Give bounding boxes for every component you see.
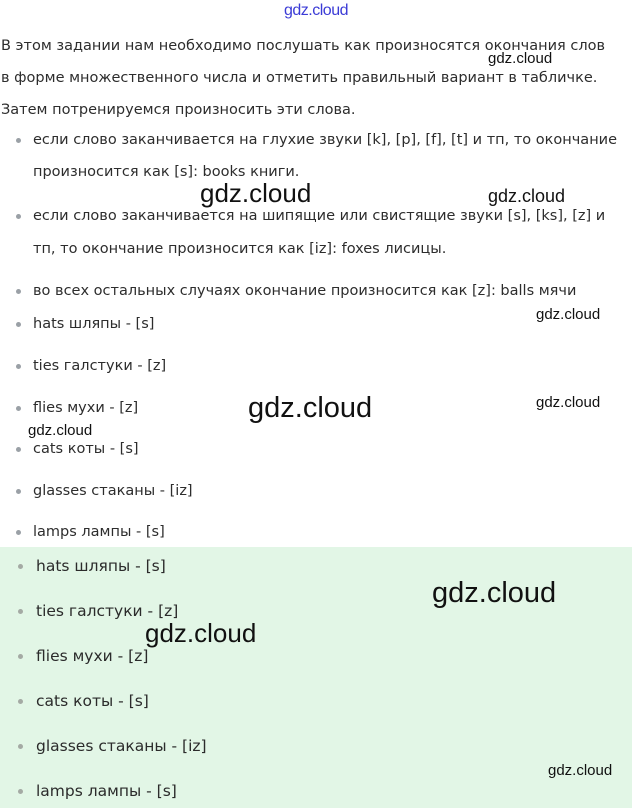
answer-word-text: lamps лампы - [s]: [36, 782, 177, 800]
bullet-icon: [18, 609, 23, 614]
answer-word-text: ties галстуки - [z]: [36, 602, 179, 620]
list-item: [0, 641, 632, 671]
intro-line: В этом задании нам необходимо послушать как произносятся окончания слов: [1, 38, 606, 54]
watermark: gdz.cloud: [536, 394, 601, 411]
bullet-icon: [16, 214, 21, 219]
bullet-icon: [16, 406, 21, 411]
list-item: [0, 476, 632, 506]
answer-word-text: flies мухи - [z]: [36, 647, 149, 665]
watermark: gdz.cloud: [488, 50, 553, 67]
list-item: [0, 351, 632, 381]
answer-word-text: glasses стаканы - [iz]: [36, 737, 207, 755]
list-item: [0, 686, 632, 716]
list-item: [0, 776, 632, 806]
watermark: gdz.cloud: [28, 422, 93, 439]
watermark: gdz.cloud: [432, 577, 557, 609]
watermark: gdz.cloud: [536, 306, 601, 323]
answer-word-text: cats коты - [s]: [36, 692, 149, 710]
intro-text: [1, 30, 631, 126]
bullet-icon: [16, 530, 21, 535]
word-text: flies мухи - [z]: [33, 400, 139, 416]
intro-line: Затем потренируемся произносить эти слова.: [1, 102, 356, 118]
list-item: [0, 434, 632, 464]
word-text: glasses стаканы - [iz]: [33, 483, 193, 499]
watermark: gdz.cloud: [548, 762, 613, 779]
bullet-icon: [16, 322, 21, 327]
watermark: gdz.cloud: [145, 618, 257, 648]
watermark: gdz.cloud: [488, 186, 566, 206]
bullet-icon: [16, 489, 21, 494]
word-text: hats шляпы - [s]: [33, 316, 155, 332]
bullet-icon: [16, 289, 21, 294]
rule-text-line: тп, то окончание произносится как [iz]: foxes лисицы.: [33, 241, 447, 257]
word-text: ties галстуки - [z]: [33, 358, 167, 374]
header-logo[interactable]: gdz.cloud: [284, 2, 348, 19]
bullet-icon: [18, 699, 23, 704]
rule-text-line: во всех остальных случаях окончание произносится как [z]: balls мячи: [33, 283, 577, 299]
bullet-icon: [18, 654, 23, 659]
word-text: lamps лампы - [s]: [33, 524, 165, 540]
list-item: [0, 731, 632, 761]
rule-text-line: если слово заканчивается на шипящие или свистящие звуки [s], [ks], [z] и: [33, 208, 606, 224]
intro-line: в форме множественного числа и отметить правильный вариант в табличке.: [1, 70, 598, 86]
bullet-icon: [16, 364, 21, 369]
bullet-icon: [18, 789, 23, 794]
list-item: [0, 517, 632, 547]
rule-text-line: если слово заканчивается на глухие звуки [k], [p], [f], [t] и тп, то окончание: [33, 132, 618, 148]
bullet-icon: [18, 564, 23, 569]
rule-text-line: произносится как [s]: books книги.: [33, 164, 300, 180]
watermark: gdz.cloud: [200, 178, 312, 208]
answer-word-text: hats шляпы - [s]: [36, 557, 166, 575]
bullet-icon: [16, 447, 21, 452]
bullet-icon: [16, 138, 21, 143]
bullet-icon: [18, 744, 23, 749]
word-text: cats коты - [s]: [33, 441, 139, 457]
watermark: gdz.cloud: [248, 392, 373, 424]
